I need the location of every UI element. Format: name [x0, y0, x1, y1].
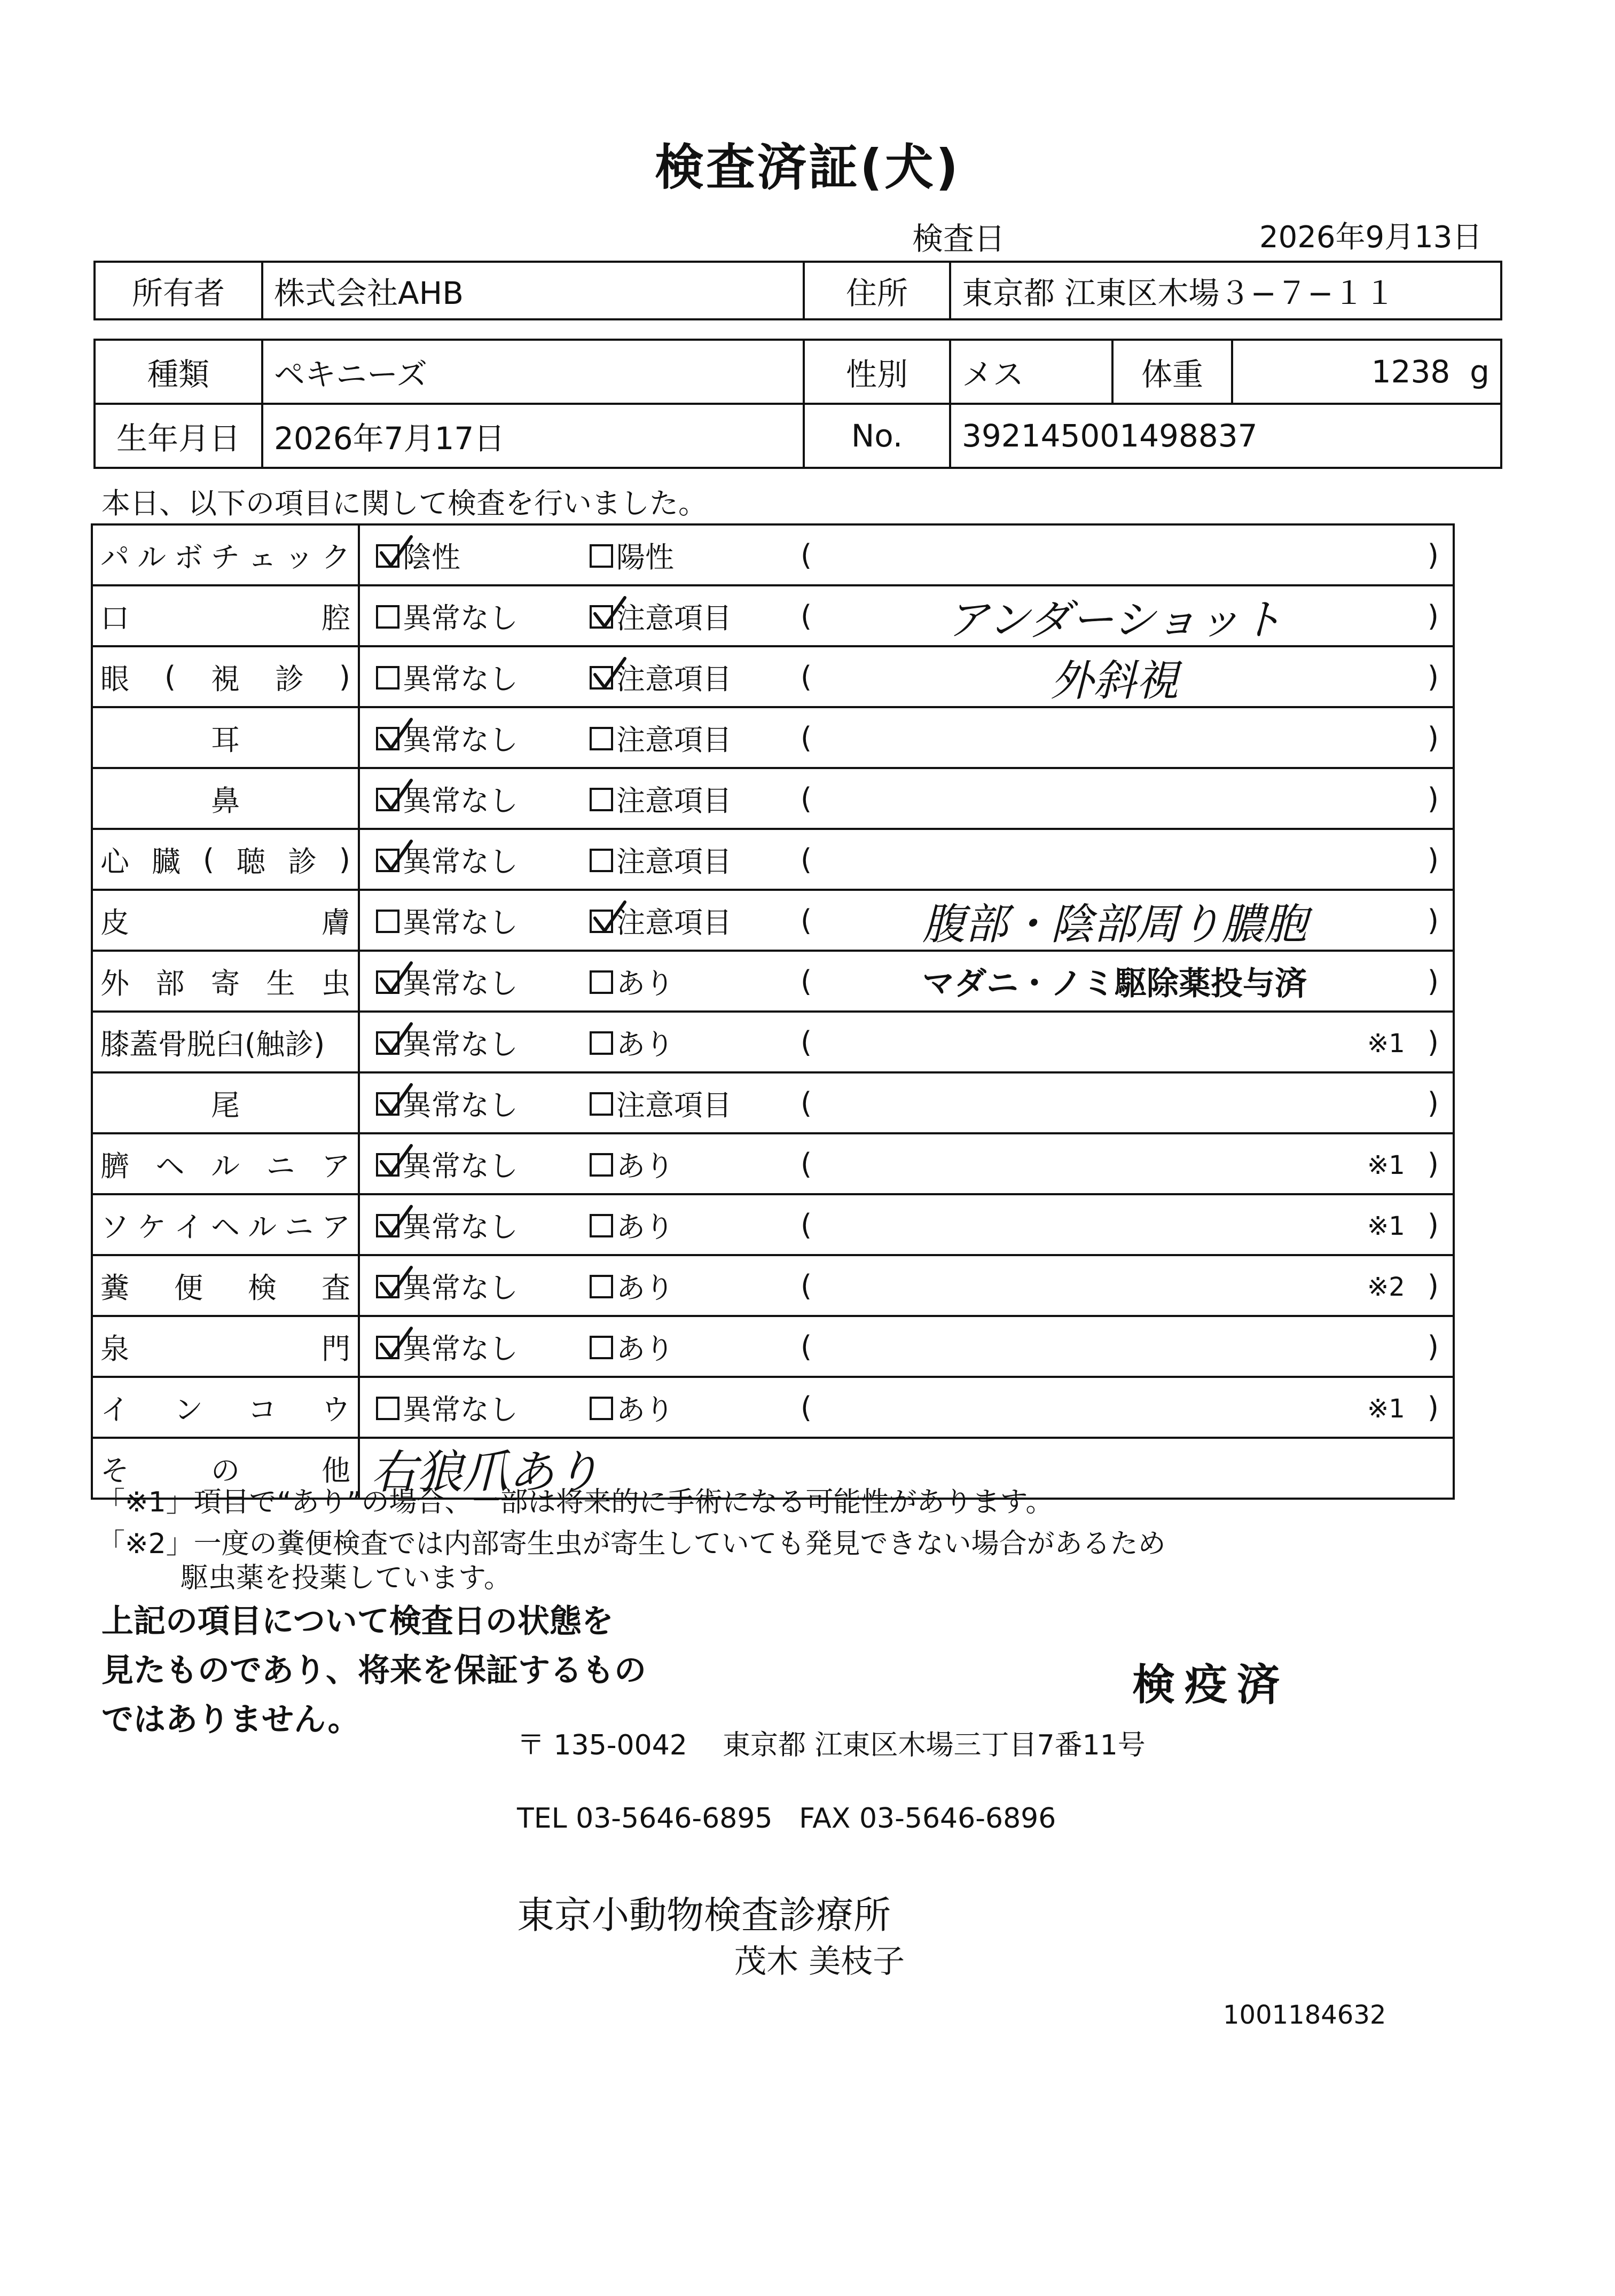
exam-row: [93, 1195, 1453, 1256]
exam-item-name-char: 口: [100, 601, 129, 635]
checkmark-icon: [378, 778, 415, 816]
exam-item-name-char: ケ: [137, 1210, 166, 1244]
address-value: 東京都 江東区木場３−７−１１: [950, 262, 1501, 319]
checked-box-icon[interactable]: [376, 970, 399, 994]
exam-item-name: [93, 1317, 360, 1376]
number-value: 392145001498837: [950, 404, 1501, 468]
checked-box-icon[interactable]: [376, 849, 399, 872]
checked-box-icon[interactable]: [590, 666, 613, 689]
exam-item-name-char: イ: [100, 1392, 129, 1427]
breed-label: 種類: [95, 340, 262, 404]
exam-option-label: 異常なし: [403, 1331, 518, 1366]
checkbox-icon[interactable]: [376, 1397, 399, 1420]
exam-item-name-char: ボ: [174, 540, 203, 574]
checkmark-icon: [378, 1143, 415, 1181]
exam-option-label: 注意項目: [616, 662, 732, 696]
exam-item-name: [93, 830, 360, 889]
exam-item-name-char: ェ: [248, 540, 277, 574]
checked-box-icon[interactable]: [376, 788, 399, 811]
checkbox-icon[interactable]: [590, 1153, 613, 1177]
exam-option-2[interactable]: [590, 1256, 674, 1315]
owner-box: [93, 261, 1502, 320]
checkmark-icon: [378, 1083, 415, 1120]
exam-row: [93, 647, 1453, 708]
exam-option-label: 異常なし: [403, 723, 518, 757]
checkbox-icon[interactable]: [376, 666, 399, 689]
exam-option-label: 異常なし: [403, 966, 518, 1000]
checkbox-icon[interactable]: [590, 788, 613, 811]
exam-option-1[interactable]: [376, 1378, 518, 1437]
footnote-1: 「※1」項目で“あり”の場合、一部は将来的に手術になる可能性があります。: [97, 1486, 1054, 1518]
exam-option-label: 異常なし: [403, 1392, 518, 1427]
exam-option-label: 異常なし: [403, 1210, 518, 1244]
exam-item-name-char: イ: [174, 1210, 203, 1244]
checkmark-icon: [378, 1326, 415, 1364]
clinic-address-line: [517, 1722, 1146, 1762]
exam-option-label: 注意項目: [616, 844, 732, 879]
paren-close: ): [1427, 1268, 1439, 1303]
paren-close: ): [1427, 842, 1439, 876]
exam-row: [93, 1134, 1453, 1195]
paren-open: (: [801, 1086, 812, 1120]
exam-item-name: [93, 1378, 360, 1437]
exam-option-1[interactable]: [376, 1134, 518, 1193]
exam-item-name: [93, 1134, 360, 1193]
checkmark-icon: [378, 1022, 415, 1059]
exam-item-name-char: 生: [266, 966, 295, 1000]
number-label: No.: [804, 404, 950, 468]
paren-open: (: [801, 781, 812, 816]
owner-value: 株式会社AHB: [262, 262, 804, 319]
paren-open: (: [801, 720, 812, 755]
exam-item-name-char: 門: [322, 1331, 350, 1366]
exam-item-name-char: 診: [287, 844, 317, 879]
exam-item-name-char: ア: [322, 1210, 350, 1244]
exam-note: [841, 769, 1389, 828]
exam-item-name-char: (: [164, 660, 176, 694]
exam-option-1[interactable]: [376, 891, 518, 950]
exam-item-name: [93, 586, 360, 645]
exam-item-name: [93, 891, 360, 950]
disclaimer-line-2: 見たものであり、将来を保証するもの: [101, 1652, 646, 1689]
exam-item-name: [93, 526, 360, 584]
exam-item-name-char: 糞: [100, 1271, 129, 1305]
exam-option-label: あり: [616, 1149, 674, 1183]
exam-row: [93, 1256, 1453, 1317]
exam-row: [93, 1378, 1453, 1439]
checked-box-icon[interactable]: [376, 1031, 399, 1055]
footnote-mark: ※1: [1367, 1211, 1405, 1241]
paren-open: (: [801, 1329, 812, 1364]
exam-option-label: 注意項目: [616, 1088, 732, 1122]
document-number: 1001184632: [1223, 2000, 1386, 2030]
exam-note: [841, 708, 1389, 767]
footnote-mark: ※1: [1367, 1150, 1405, 1180]
checkmark-icon: [378, 961, 415, 998]
checkmark-icon: [378, 535, 415, 572]
exam-item-name-char: の: [211, 1453, 240, 1487]
exam-row: [93, 586, 1453, 647]
exam-option-label: あり: [616, 1210, 674, 1244]
exam-note: [841, 1378, 1389, 1437]
exam-item-name-char: ル: [137, 540, 166, 574]
paren-close: ): [1427, 1025, 1439, 1059]
exam-option-2[interactable]: [590, 1195, 674, 1254]
paren-open: (: [801, 1147, 812, 1181]
exam-item-name-char: コ: [248, 1392, 277, 1427]
exam-item-name: [93, 1195, 360, 1254]
paren-open: (: [801, 964, 812, 998]
exam-item-name-char: ソ: [100, 1210, 129, 1244]
checkbox-icon[interactable]: [590, 544, 613, 568]
exam-item-name-char: 腔: [322, 601, 350, 635]
exam-option-label: 異常なし: [403, 1271, 518, 1305]
exam-item-name-char: ン: [174, 1392, 203, 1427]
checkbox-icon[interactable]: [590, 1397, 613, 1420]
exam-option-label: 陰性: [403, 540, 460, 574]
exam-option-label: あり: [616, 1392, 674, 1427]
inspection-date-label: 検査日: [912, 221, 1006, 257]
paren-open: (: [801, 1268, 812, 1303]
exam-item-name-char: ニ: [285, 1210, 313, 1244]
exam-item-name-char: ): [339, 842, 350, 876]
checked-box-icon[interactable]: [590, 910, 613, 933]
checkbox-icon[interactable]: [590, 849, 613, 872]
checked-box-icon[interactable]: [376, 1153, 399, 1177]
checked-box-icon[interactable]: [376, 1092, 399, 1116]
paren-open: (: [801, 1025, 812, 1059]
exam-option-1[interactable]: [376, 586, 518, 645]
exam-row: [93, 1013, 1453, 1073]
exam-option-2[interactable]: [590, 708, 732, 767]
footnote-mark: ※1: [1367, 1029, 1405, 1059]
exam-item-name-char: 他: [322, 1453, 350, 1487]
checkbox-icon[interactable]: [376, 910, 399, 933]
exam-option-label: 異常なし: [403, 844, 518, 879]
weight-cell: [1232, 340, 1501, 404]
disclaimer-line-1: 上記の項目について検査日の状態を: [101, 1603, 614, 1640]
exam-item-name-char: 便: [174, 1271, 203, 1305]
exam-note: [841, 1317, 1389, 1376]
exam-item-name-char: (: [202, 842, 215, 876]
paren-close: ): [1427, 660, 1439, 694]
exam-note: 外斜視: [1050, 655, 1179, 706]
checkmark-icon: [378, 717, 415, 755]
tel-number: TEL 03-5646-6895: [517, 1803, 773, 1835]
contact-line: [517, 1803, 1056, 1835]
exam-row: [93, 891, 1453, 952]
paren-close: ): [1427, 599, 1439, 633]
inspection-date-value: 2026年9月13日: [1259, 220, 1483, 255]
checkmark-icon: [378, 839, 415, 876]
exam-option-2[interactable]: [590, 1013, 674, 1071]
exam-option-1[interactable]: [376, 830, 518, 889]
paren-close: ): [1427, 1329, 1439, 1364]
exam-item-name-char: 検: [248, 1271, 277, 1305]
checkmark-icon: [378, 1265, 415, 1303]
exam-option-label: 異常なし: [403, 905, 518, 939]
other-note: 右狼爪あり: [371, 1446, 600, 1499]
exam-option-2[interactable]: [590, 891, 732, 950]
exam-item-name-char: 査: [322, 1271, 350, 1305]
exam-item-name-char: ル: [211, 1149, 240, 1183]
exam-option-label: 注意項目: [616, 783, 732, 818]
clinic-address: 東京都 江東区木場三丁目7番11号: [723, 1729, 1146, 1761]
exam-option-2[interactable]: [590, 1378, 674, 1437]
paren-close: ): [1427, 1147, 1439, 1181]
exam-row: [93, 708, 1453, 769]
checkbox-icon[interactable]: [590, 1031, 613, 1055]
exam-item-name-char: ウ: [322, 1392, 350, 1427]
exam-item-name: [93, 952, 360, 1010]
exam-note: アンダーショット: [946, 594, 1283, 645]
exam-item-name-char: ニ: [266, 1149, 295, 1183]
exam-option-2[interactable]: [590, 526, 674, 584]
exam-item-name: 鼻: [93, 769, 360, 828]
exam-item-name-char: 泉: [100, 1331, 129, 1366]
exam-item-name-char: そ: [100, 1453, 129, 1487]
sex-value: メス: [950, 340, 1112, 404]
exam-option-label: 異常なし: [403, 1027, 518, 1061]
exam-item-name: [93, 1256, 360, 1315]
exam-option-1[interactable]: [376, 1073, 518, 1132]
exam-note: [841, 526, 1389, 584]
exam-option-1[interactable]: [376, 1195, 518, 1254]
exam-table: [91, 523, 1455, 1500]
exam-item-name-char: 臓: [151, 844, 181, 879]
paren-open: (: [801, 842, 812, 876]
paren-open: (: [801, 1208, 812, 1242]
paren-close: ): [1427, 538, 1439, 572]
exam-item-name: [93, 647, 360, 706]
paren-open: (: [801, 538, 812, 572]
exam-option-label: 注意項目: [616, 601, 732, 635]
exam-option-label: あり: [616, 966, 674, 1000]
signatory-name: 茂木 美枝子: [734, 1943, 905, 1980]
checked-box-icon[interactable]: [376, 1336, 399, 1359]
paren-close: ): [1427, 903, 1439, 937]
exam-option-label: あり: [616, 1271, 674, 1305]
checkbox-icon[interactable]: [376, 605, 399, 629]
exam-row: [93, 769, 1453, 830]
paren-open: (: [801, 1390, 812, 1424]
exam-option-2[interactable]: [590, 586, 732, 645]
weight-unit: g: [1470, 354, 1489, 390]
exam-note: [841, 1013, 1389, 1071]
footnote-mark: ※1: [1367, 1394, 1405, 1424]
footnote-mark: ※2: [1367, 1272, 1405, 1302]
weight-label: 体重: [1112, 340, 1232, 404]
exam-option-2[interactable]: [590, 1134, 674, 1193]
exam-option-2[interactable]: [590, 830, 732, 889]
exam-option-label: 注意項目: [616, 905, 732, 939]
checkbox-icon[interactable]: [590, 1336, 613, 1359]
exam-item-name-char: 虫: [322, 966, 350, 1000]
checkbox-icon[interactable]: [590, 727, 613, 750]
address-label: 住所: [804, 262, 950, 319]
exam-note: 腹部・陰部周り膿胞: [922, 899, 1307, 949]
exam-item-name-char: チ: [211, 540, 240, 574]
exam-item-name-char: ル: [248, 1210, 277, 1244]
exam-note: [841, 1134, 1389, 1193]
fax-number: FAX 03-5646-6896: [799, 1803, 1056, 1835]
exam-option-1[interactable]: [376, 1013, 518, 1071]
checkbox-icon[interactable]: [590, 1092, 613, 1116]
exam-option-1[interactable]: [376, 1317, 518, 1376]
exam-item-name-char: ア: [322, 1149, 350, 1183]
exam-row: [93, 952, 1453, 1013]
exam-option-1[interactable]: [376, 952, 518, 1010]
checked-box-icon[interactable]: [376, 544, 399, 568]
exam-option-1[interactable]: [376, 1256, 518, 1315]
paren-open: (: [801, 660, 812, 694]
exam-row: [93, 830, 1453, 891]
exam-option-1[interactable]: [376, 526, 460, 584]
exam-item-name-char: パ: [100, 540, 129, 574]
exam-option-1[interactable]: [376, 647, 518, 706]
birthdate-label: 生年月日: [95, 404, 262, 468]
footnote-2b: 駆虫薬を投薬しています。: [181, 1562, 512, 1594]
checkbox-icon[interactable]: [590, 1214, 613, 1237]
checkmark-icon: [592, 595, 629, 633]
exam-option-2[interactable]: [590, 769, 732, 828]
breed-value: ペキニーズ: [262, 340, 804, 404]
exam-note: [841, 1195, 1389, 1254]
exam-item-name-char: 寄: [211, 966, 240, 1000]
checked-box-icon[interactable]: [376, 1275, 399, 1298]
exam-option-2[interactable]: [590, 647, 732, 706]
exam-note: マダニ・ノミ駆除薬投与済: [922, 965, 1307, 1002]
exam-option-2[interactable]: [590, 952, 674, 1010]
exam-option-label: 注意項目: [616, 723, 732, 757]
exam-note: [841, 1256, 1389, 1315]
quarantine-stamp: 検疫済: [1132, 1660, 1289, 1710]
clinic-name: 東京小動物検査診療所: [517, 1893, 891, 1937]
exam-item-name: 耳: [93, 708, 360, 767]
checkmark-icon: [592, 900, 629, 937]
paren-close: ): [1427, 1208, 1439, 1242]
checkmark-icon: [378, 1204, 415, 1242]
birthdate-value: 2026年7月17日: [262, 404, 804, 468]
checkbox-icon[interactable]: [590, 970, 613, 994]
exam-note: [841, 830, 1389, 889]
exam-option-label: 異常なし: [403, 1149, 518, 1183]
exam-item-name-char: 皮: [100, 905, 129, 939]
exam-item-name-char: 診: [275, 662, 304, 696]
exam-option-label: あり: [616, 1331, 674, 1366]
paren-close: ): [1427, 720, 1439, 755]
exam-option-label: 異常なし: [403, 1088, 518, 1122]
checkmark-icon: [592, 656, 629, 694]
exam-option-label: 異常なし: [403, 662, 518, 696]
paren-open: (: [801, 903, 812, 937]
exam-item-name-char: 心: [100, 844, 129, 879]
exam-option-2[interactable]: [590, 1073, 732, 1132]
footnote-2a: 「※2」一度の糞便検査では内部寄生虫が寄生していても発見できない場合があるため: [97, 1528, 1166, 1560]
exam-item-name-char: 聴: [236, 844, 265, 879]
exam-item-name-char: ): [339, 660, 350, 694]
exam-item-name-char: 膚: [322, 905, 350, 939]
paren-close: ): [1427, 781, 1439, 816]
paren-close: ): [1427, 964, 1439, 998]
exam-row: [93, 1317, 1453, 1378]
exam-row: [93, 1073, 1453, 1134]
document-title: 検査済証(犬): [654, 139, 961, 196]
exam-item-name-char: 部: [155, 966, 185, 1000]
paren-close: ): [1427, 1390, 1439, 1424]
exam-item-name: 尾: [93, 1073, 360, 1132]
exam-option-label: 異常なし: [403, 601, 518, 635]
paren-open: (: [801, 599, 812, 633]
paren-close: ): [1427, 1086, 1439, 1120]
animal-info-box: [93, 339, 1502, 469]
checked-box-icon[interactable]: [590, 605, 613, 629]
exam-item-name-char: 眼: [100, 662, 129, 696]
exam-item-name: 膝蓋骨脱臼(触診): [93, 1013, 360, 1071]
exam-option-1[interactable]: [376, 769, 518, 828]
exam-item-name-char: 臍: [100, 1149, 129, 1183]
exam-note: [841, 1073, 1389, 1132]
postal-code: 〒 135-0042: [517, 1729, 687, 1761]
exam-option-label: 異常なし: [403, 783, 518, 818]
intro-text: 本日、以下の項目に関して検査を行いました。: [101, 487, 707, 520]
owner-label: 所有者: [95, 262, 262, 319]
exam-item-name-char: 外: [100, 966, 129, 1000]
weight-value: 1238: [1371, 354, 1451, 390]
exam-option-2[interactable]: [590, 1317, 674, 1376]
exam-item-name-char: ッ: [285, 540, 313, 574]
exam-item-name-char: ヘ: [155, 1149, 185, 1183]
exam-item-name-char: ヘ: [211, 1210, 240, 1244]
exam-item-name-char: ク: [322, 540, 350, 574]
disclaimer-line-3: ではありません。: [101, 1701, 360, 1738]
exam-option-label: 陽性: [616, 540, 674, 574]
exam-row: [93, 526, 1453, 586]
checked-box-icon[interactable]: [376, 1214, 399, 1237]
exam-item-name-char: 視: [210, 662, 240, 696]
checkbox-icon[interactable]: [590, 1275, 613, 1298]
sex-label: 性別: [804, 340, 950, 404]
exam-option-1[interactable]: [376, 708, 518, 767]
exam-option-label: あり: [616, 1027, 674, 1061]
checked-box-icon[interactable]: [376, 727, 399, 750]
